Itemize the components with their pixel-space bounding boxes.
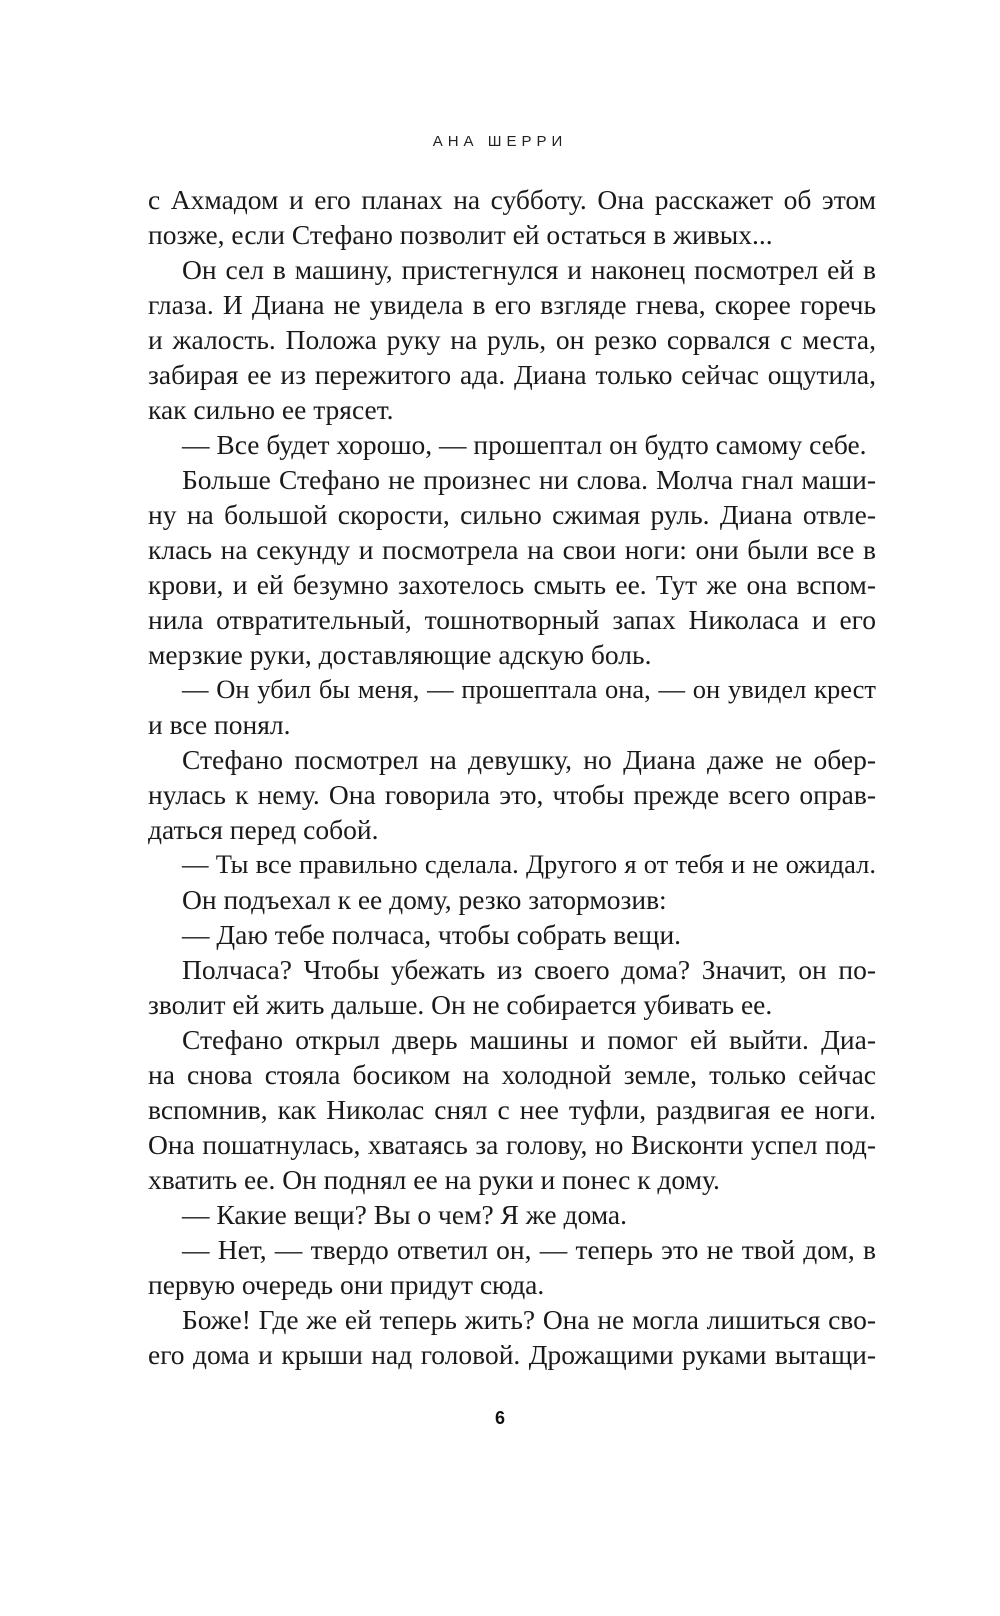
text-line: с Ахмадом и его планах на субботу. Она расскажет об этом [148, 184, 876, 215]
text-line: и все понял. [148, 709, 291, 740]
text-line: и жалость. Положа руку на руль, он резко сорвался с места, [148, 324, 876, 355]
text-line: — Ты все правильно сделала. Другого я от тебя и не ожидал. [182, 849, 876, 879]
text-line: Он подъехал к ее дому, резко затормозив: [182, 884, 667, 915]
text-line: на снова стояла босиком на холодной земле, только сейчас [148, 1059, 876, 1090]
text-line: глаза. И Диана не увидела в его взгляде гнева, скорее горечь [148, 289, 876, 320]
text-line: нила отвратительный, тошнотворный запах Николаса и его [148, 604, 876, 635]
text-line: Стефано посмотрел на девушку, но Диана даже не обер- [182, 744, 876, 775]
text-line: нулась к нему. Она говорила это, чтобы прежде всего оправ- [148, 779, 876, 810]
text-line: — Какие вещи? Вы о чем? Я же дома. [182, 1199, 628, 1230]
text-line: вспомнив, как Николас снял с нее туфли, раздвигая ее ноги. [148, 1094, 876, 1125]
text-line: забирая ее из пережитого ада. Диана только сейчас ощутила, [148, 359, 876, 390]
text-line: Он сел в машину, пристегнулся и наконец посмотрел ей в [182, 254, 876, 285]
text-line: как сильно ее трясет. [148, 394, 394, 425]
text-line: клась на секунду и посмотрела на свои ноги: они были все в [148, 534, 876, 565]
text-line: даться перед собой. [148, 814, 379, 845]
text-line: первую очередь они придут сюда. [148, 1269, 545, 1300]
text-line: — Нет, — твердо ответил он, — теперь это не твой дом, в [182, 1234, 876, 1265]
text-line: — Он убил бы меня, — прошептала она, — он увидел крест [182, 674, 876, 704]
text-line: Полчаса? Чтобы убежать из своего дома? Значит, он по- [182, 954, 876, 985]
text-line: его дома и крыши над головой. Дрожащими руками вытащи- [148, 1339, 876, 1370]
text-line: мерзкие руки, доставляющие адскую боль. [148, 639, 652, 670]
text-line: — Все будет хорошо, — прошептал он будто самому себе. [182, 429, 867, 460]
text-line: Стефано открыл дверь машины и помог ей выйти. Диа- [182, 1024, 876, 1055]
text-line: Она пошатнулась, хватаясь за голову, но Висконти успел под- [148, 1129, 876, 1160]
body-text [148, 182, 876, 1372]
text-line: Боже! Где же ей теперь жить? Она не могла лишиться сво- [182, 1304, 876, 1335]
running-head: АНА ШЕРРИ [432, 133, 568, 150]
text-line: Больше Стефано не произнес ни слова. Молча гнал маши- [182, 464, 876, 495]
text-line: ну на большой скорости, сильно сжимая руль. Диана отвле- [148, 499, 876, 530]
text-line: крови, и ей безумно захотелось смыть ее. Тут же она вспом- [148, 569, 876, 600]
text-line: зволит ей жить дальше. Он не собирается убивать ее. [148, 989, 773, 1020]
page-number: 6 [494, 1408, 505, 1428]
text-line: позже, если Стефано позволит ей остаться в живых... [148, 219, 773, 250]
text-line: хватить ее. Он поднял ее на руки и понес к дому. [148, 1164, 720, 1195]
text-line: — Даю тебе полчаса, чтобы собрать вещи. [182, 919, 682, 950]
